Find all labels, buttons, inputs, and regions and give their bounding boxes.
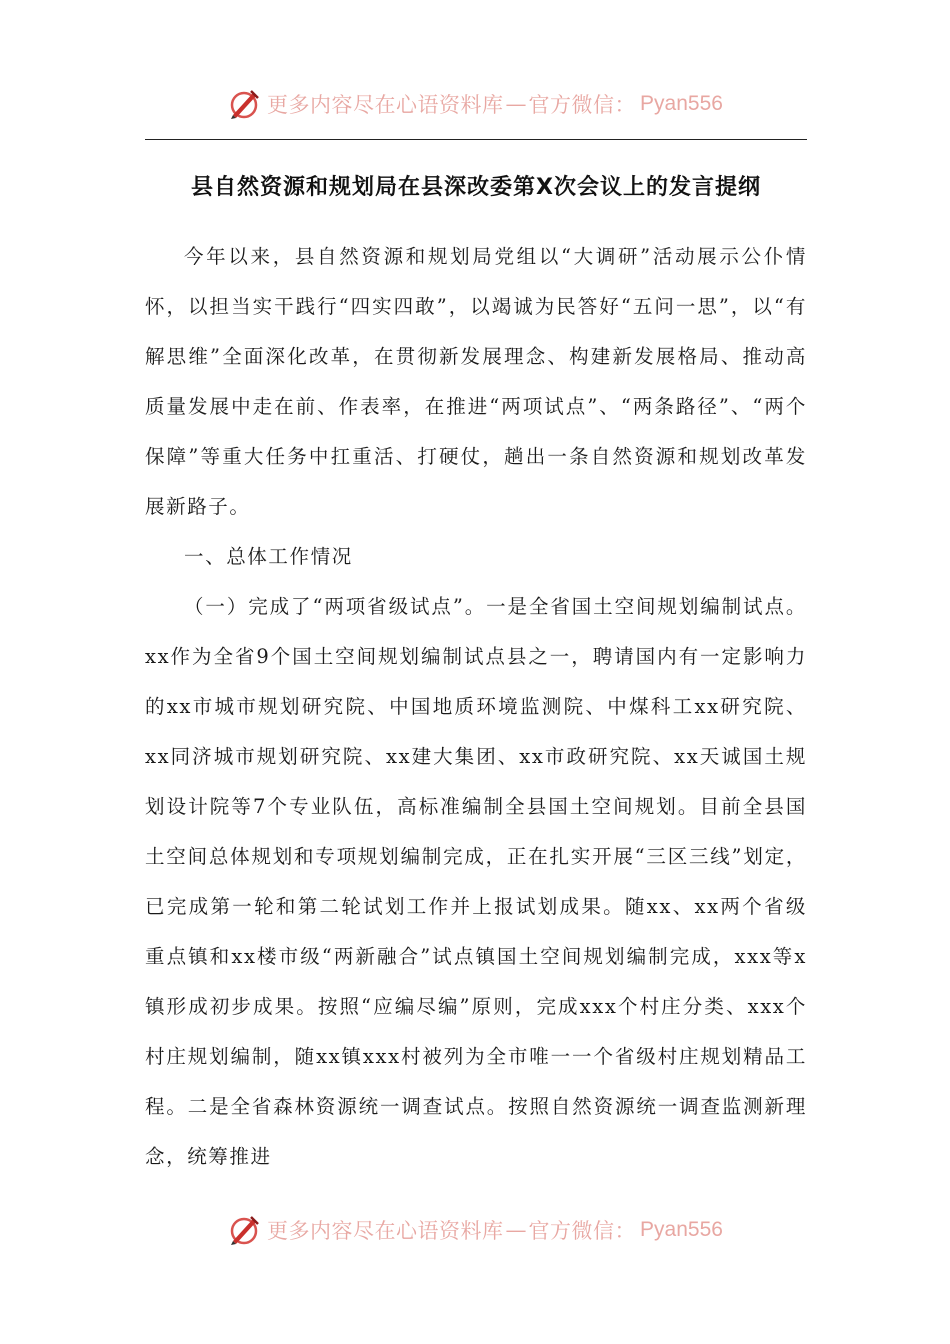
watermark-banner-top xyxy=(0,84,950,124)
banner-wechat-label: 官方微信： xyxy=(528,93,637,117)
banner-separator: — xyxy=(505,1218,527,1242)
watermark-banner-bottom xyxy=(0,1210,950,1250)
banner-text: 更多内容尽在心语资料库 xyxy=(267,1219,504,1243)
banner-separator: — xyxy=(505,92,527,116)
pen-logo-icon xyxy=(227,87,261,121)
banner-wechat-label: 官方微信： xyxy=(528,1219,637,1243)
document-body xyxy=(145,232,807,1182)
paragraph-intro: 今年以来，县自然资源和规划局党组以“大调研”活动展示公仆情怀，以担当实干践行“四实四敢”，以竭诚为民答好“五问一思”，以“有解思维”全面深化改革，在贯彻新发展理念、构建新发展格局、推动高质量发展中走在前、作表率，在推进“两项试点”、“两条路径”、“两个保障”等重大任务中扛重活、打硬仗，趟出一条自然资源和规划改革发展新路子。 xyxy=(145,245,807,518)
section-heading: 一、总体工作情况 xyxy=(184,545,353,568)
header-divider xyxy=(145,139,807,140)
pen-logo-icon xyxy=(227,1213,261,1247)
banner-text: 更多内容尽在心语资料库 xyxy=(267,93,504,117)
banner-wechat-id: Pyan556 xyxy=(640,92,723,115)
document-title: 县自然资源和规划局在县深改委第X次会议上的发言提纲 xyxy=(191,175,761,200)
banner-wechat-id: Pyan556 xyxy=(640,1218,723,1241)
paragraph-pilots: （一）完成了“两项省级试点”。一是全省国土空间规划编制试点。xx作为全省9个国土空间规划编制试点县之一，聘请国内有一定影响力的xx市城市规划研究院、中国地质环境监测院、中煤科工xx研究院、xx同济城市规划研究院、xx建大集团、xx市政研究院、xx天诚国土规划设计院等7个专业队伍，高标准编制全县国土空间规划。目前全县国土空间总体规划和专项规划编制完成，正在扎实开展“三区三线”划定，已完成第一轮和第二轮试划工作并上报试划成果。随xx、xx两个省级重点镇和xx楼市级“两新融合”试点镇国土空间规划编制完成，xxx等x镇形成初步成果。按照“应编尽编”原则，完成xxx个村庄分类、xxx个村庄规划编制，随xx镇xxx村被列为全市唯一一个省级村庄规划精品工程。二是全省森林资源统一调查试点。按照自然资源统一调查监测新理念，统筹推进 xyxy=(145,595,807,1168)
